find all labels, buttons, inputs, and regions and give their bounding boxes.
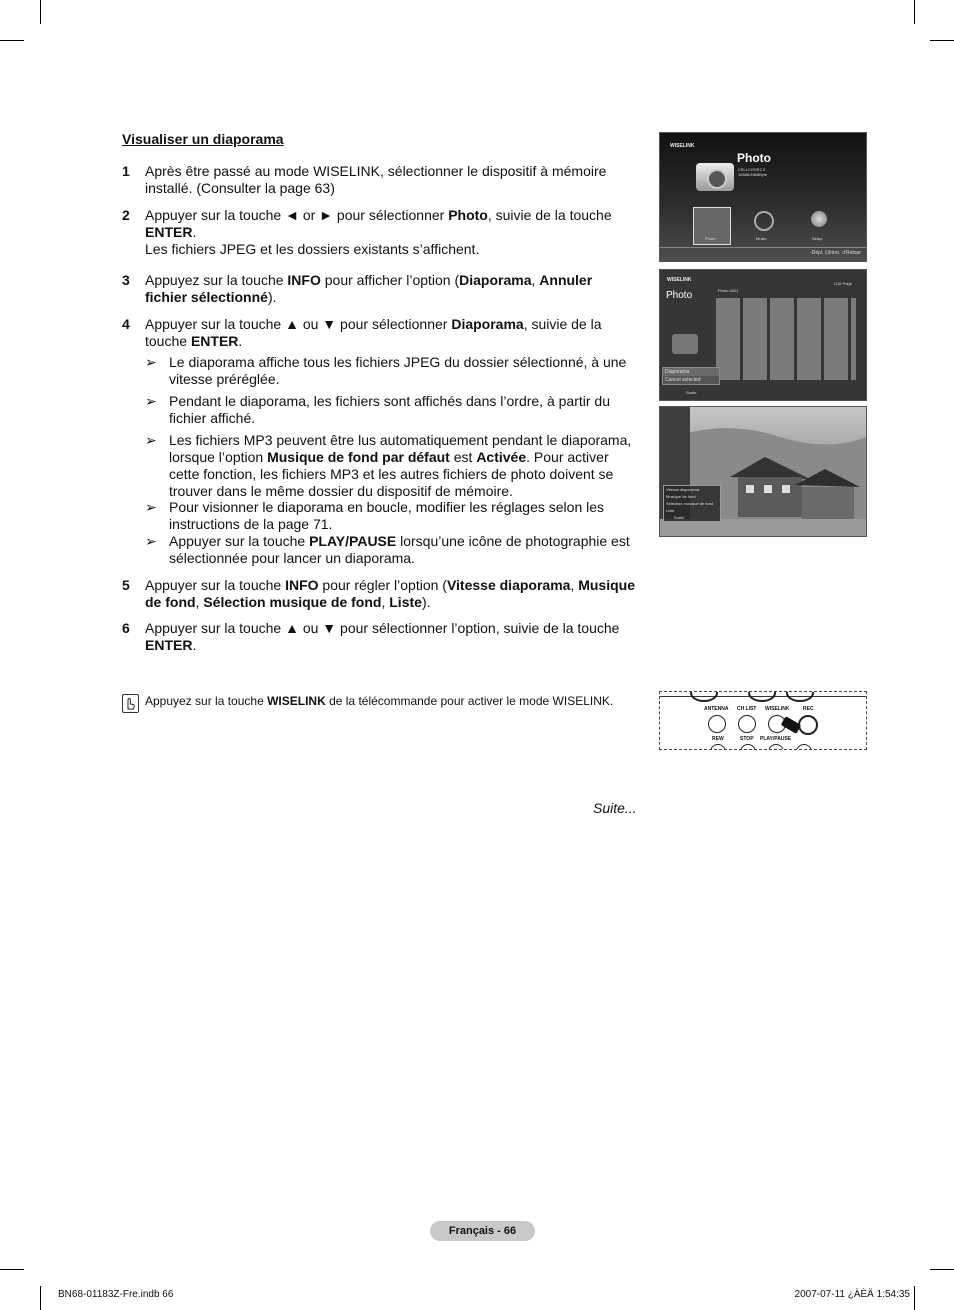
remote-label: REC <box>803 706 814 712</box>
crop-mark <box>914 0 915 24</box>
info-menu <box>662 367 720 385</box>
note-text: Appuyez sur la touche WISELINK de la télécommande pour activer le mode WISELINK. <box>145 694 614 708</box>
remote-label: REW <box>712 736 724 742</box>
tab-label: Music <box>756 236 767 241</box>
crop-mark <box>0 1269 24 1270</box>
tab-label: Photo <box>705 236 716 241</box>
step-2: 2 Appuyer sur la touche ◄ or ► pour sélectionner Photo, suivie de la touche ENTER. Les fichiers JPEG et les dossiers existants s’affichent. <box>122 207 612 257</box>
menu-item: Liste <box>666 508 675 513</box>
continued-label: Suite... <box>593 800 637 816</box>
crop-mark <box>40 1286 41 1310</box>
remote-label: STOP <box>740 736 754 742</box>
subnote: ➢ Pendant le diaporama, les fichiers sont affichés dans l’ordre, à partir du fichier affiché. <box>145 393 610 426</box>
page-number-badge: Français - 66 <box>430 1221 535 1241</box>
screenshot-wiselink-home <box>659 132 867 262</box>
remote-label: CH LIST <box>737 706 757 712</box>
slideshow-menu <box>663 485 721 522</box>
step-number: 5 <box>122 577 130 593</box>
ch-list-button <box>738 715 756 733</box>
subnote: ➢ Le diaporama affiche tous les fichiers JPEG du dossier sélectionné, à une vitesse préréglée. <box>145 354 627 387</box>
step-5: 5 Appuyer sur la touche INFO pour régler l’option (Vitesse diaporama, Musique de fond, Sélection musique de fond, Liste). <box>122 577 635 610</box>
music-icon <box>754 211 774 231</box>
remote-label: WISELINK <box>765 706 790 712</box>
step-number: 6 <box>122 620 130 636</box>
exit-label: Sortie <box>674 515 685 520</box>
remote-label: PLAY/PAUSE <box>760 736 792 742</box>
menu-item: Musique de fond <box>666 494 696 499</box>
thumbnail-grid <box>716 298 856 380</box>
exit-label: Sortie <box>686 390 697 395</box>
subnote: ➢ Appuyer sur la touche PLAY/PAUSE lorsqu’une icône de photographie est sélectionnée pour lancer un diaporama. <box>145 533 630 566</box>
screenshot-photo-list <box>659 269 867 401</box>
subnote: ➢ Les fichiers MP3 peuvent être lus automatiquement pendant le diaporama, lorsque l’option Musique de fond par défaut est Activée. Pour activer cette fonction, les fichiers MP3 et les autres fichiers de photo doivent se trouver dans le même dossier du dispositif de mémoire. <box>145 432 632 499</box>
arrow-icon: ➢ <box>145 432 157 448</box>
page-indicator: 1/10 Page <box>833 281 852 286</box>
crop-mark <box>0 40 24 41</box>
wiselink-logo: WISELINK <box>667 277 692 283</box>
menu-item: Cancel selected <box>665 377 701 383</box>
step-number: 4 <box>122 316 130 332</box>
tab-label: Setup <box>812 236 823 241</box>
camera-icon <box>696 163 734 191</box>
section-title: Visualiser un diaporama <box>122 131 284 147</box>
menu-item: Sélection musique de fond <box>666 501 714 506</box>
screen-title: Photo <box>666 290 693 301</box>
print-slug-left: BN68-01183Z-Fre.indb 66 <box>58 1289 174 1300</box>
folder-name: Photo 0001 <box>718 288 739 293</box>
crop-mark <box>40 0 41 24</box>
step-number: 2 <box>122 207 130 223</box>
wiselink-logo: WISELINK <box>670 143 695 149</box>
arrow-icon: ➢ <box>145 533 157 549</box>
menu-item: Diaporama <box>663 368 719 376</box>
pointing-hand-icon <box>781 716 802 734</box>
step-6: 6 Appuyer sur la touche ▲ ou ▼ pour sélectionner l’option, suivie de la touche ENTER. <box>122 620 620 653</box>
step-number: 3 <box>122 272 130 288</box>
menu-item: Vitesse diaporama <box>666 487 700 492</box>
note-hand-icon <box>122 694 139 713</box>
print-slug-right: 2007-07-11 ¿ÀÈÄ 1:54:35 <box>794 1289 910 1300</box>
device-size: 15586/3968Byte <box>738 172 768 177</box>
antenna-button <box>708 715 726 733</box>
crop-mark <box>930 1269 954 1270</box>
subnote: ➢ Pour visionner le diaporama en boucle, modifier les réglages selon les instructions de la page 71. <box>145 499 605 532</box>
step-number: 1 <box>122 163 130 179</box>
help-bar: ◦Dépl. ⊡Intro. ↺Retour <box>809 250 861 256</box>
setup-icon <box>811 211 827 227</box>
arrow-icon: ➢ <box>145 499 157 515</box>
photo-placeholder-icon <box>672 334 698 354</box>
step-3: 3 Appuyez sur la touche INFO pour afficher l’option (Diaporama, Annuler fichier sélectionné). <box>122 272 593 305</box>
screenshot-slideshow <box>659 406 867 537</box>
screen-title: Photo <box>737 151 771 165</box>
step-4: 4 Appuyer sur la touche ▲ ou ▼ pour sélectionner Diaporama, suivie de la touche ENTER. <box>122 316 602 349</box>
remote-control-illustration <box>659 691 867 750</box>
arrow-icon: ➢ <box>145 393 157 409</box>
crop-mark <box>930 40 954 41</box>
device-name: CELLCOSR2.0 <box>738 167 766 172</box>
rec-button <box>798 715 818 735</box>
remote-label: ANTENNA <box>704 706 729 712</box>
arrow-icon: ➢ <box>145 354 157 370</box>
crop-mark <box>914 1286 915 1310</box>
step-1: 1 Après être passé au mode WISELINK, sélectionner le dispositif à mémoire installé. (Consulter la page 63) <box>122 163 607 196</box>
